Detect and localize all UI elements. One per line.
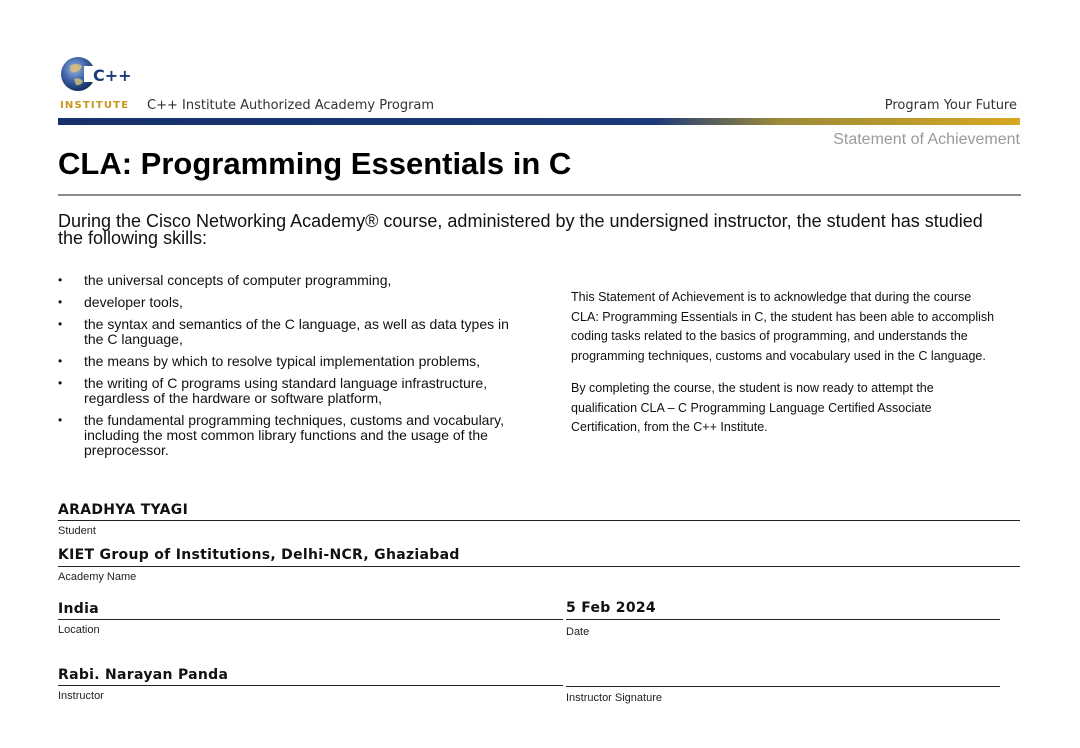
statement-paragraph: This Statement of Achievement is to acknowledge that during the course CLA: Programming Essentials in C, the student has been able to accomplish coding tasks related to the basics of programming, and understands the programming techniques, customs and vocabulary used in the C language. [571,290,995,363]
student-label: Student [58,525,96,537]
skill-item: • the writing of C programs using standard language infrastructure, regardless of the hardware or software platform, [58,376,518,406]
skill-item: • the universal concepts of computer programming, [58,273,518,288]
academy-label: Academy Name [58,571,137,583]
skill-item: • developer tools, [58,295,518,310]
logo-text: C++ [93,66,132,85]
academy-name: KIET Group of Institutions, Delhi-NCR, Ghaziabad [58,547,460,563]
statement-paragraph: By completing the course, the student is now ready to attempt the qualification CLA – C Programming Language Certified Associate Certification, from the C++ Institute. [571,381,934,434]
header-band [58,118,1020,125]
signature-line [566,686,1000,687]
location-label: Location [58,624,100,636]
cpp-institute-logo [60,52,132,96]
signature-label: Instructor Signature [566,692,662,704]
location-line [58,619,563,620]
date-line [566,619,1000,620]
skill-item: • the syntax and semantics of the C language, as well as data types in the C language, [58,317,518,347]
skill-item: • the means by which to resolve typical implementation problems, [58,354,518,369]
instructor-line [58,685,563,686]
student-name: ARADHYA TYAGI [58,502,189,518]
instructor-name: Rabi. Narayan Panda [58,667,229,683]
location-value: India [58,601,99,617]
program-name: C++ Institute Authorized Academy Program [147,98,435,113]
academy-line [58,566,1020,567]
skills-list [58,273,518,465]
title-divider [58,194,1021,196]
instructor-label: Instructor [58,690,104,702]
date-value: 5 Feb 2024 [566,600,656,616]
date-label: Date [566,626,590,638]
institute-label: INSTITUTE [60,100,130,111]
statement-text [571,288,996,451]
skill-item: • the fundamental programming techniques, customs and vocabulary, including the most common library functions and the usage of the preprocessor. [58,413,518,458]
intro-text: During the Cisco Networking Academy® course, administered by the undersigned instructor, the student has studied the following skills: [58,211,983,248]
tagline: Program Your Future [884,98,1017,113]
student-line [58,520,1020,521]
document-type: Statement of Achievement [833,131,1020,148]
course-title: CLA: Programming Essentials in C [58,146,572,181]
